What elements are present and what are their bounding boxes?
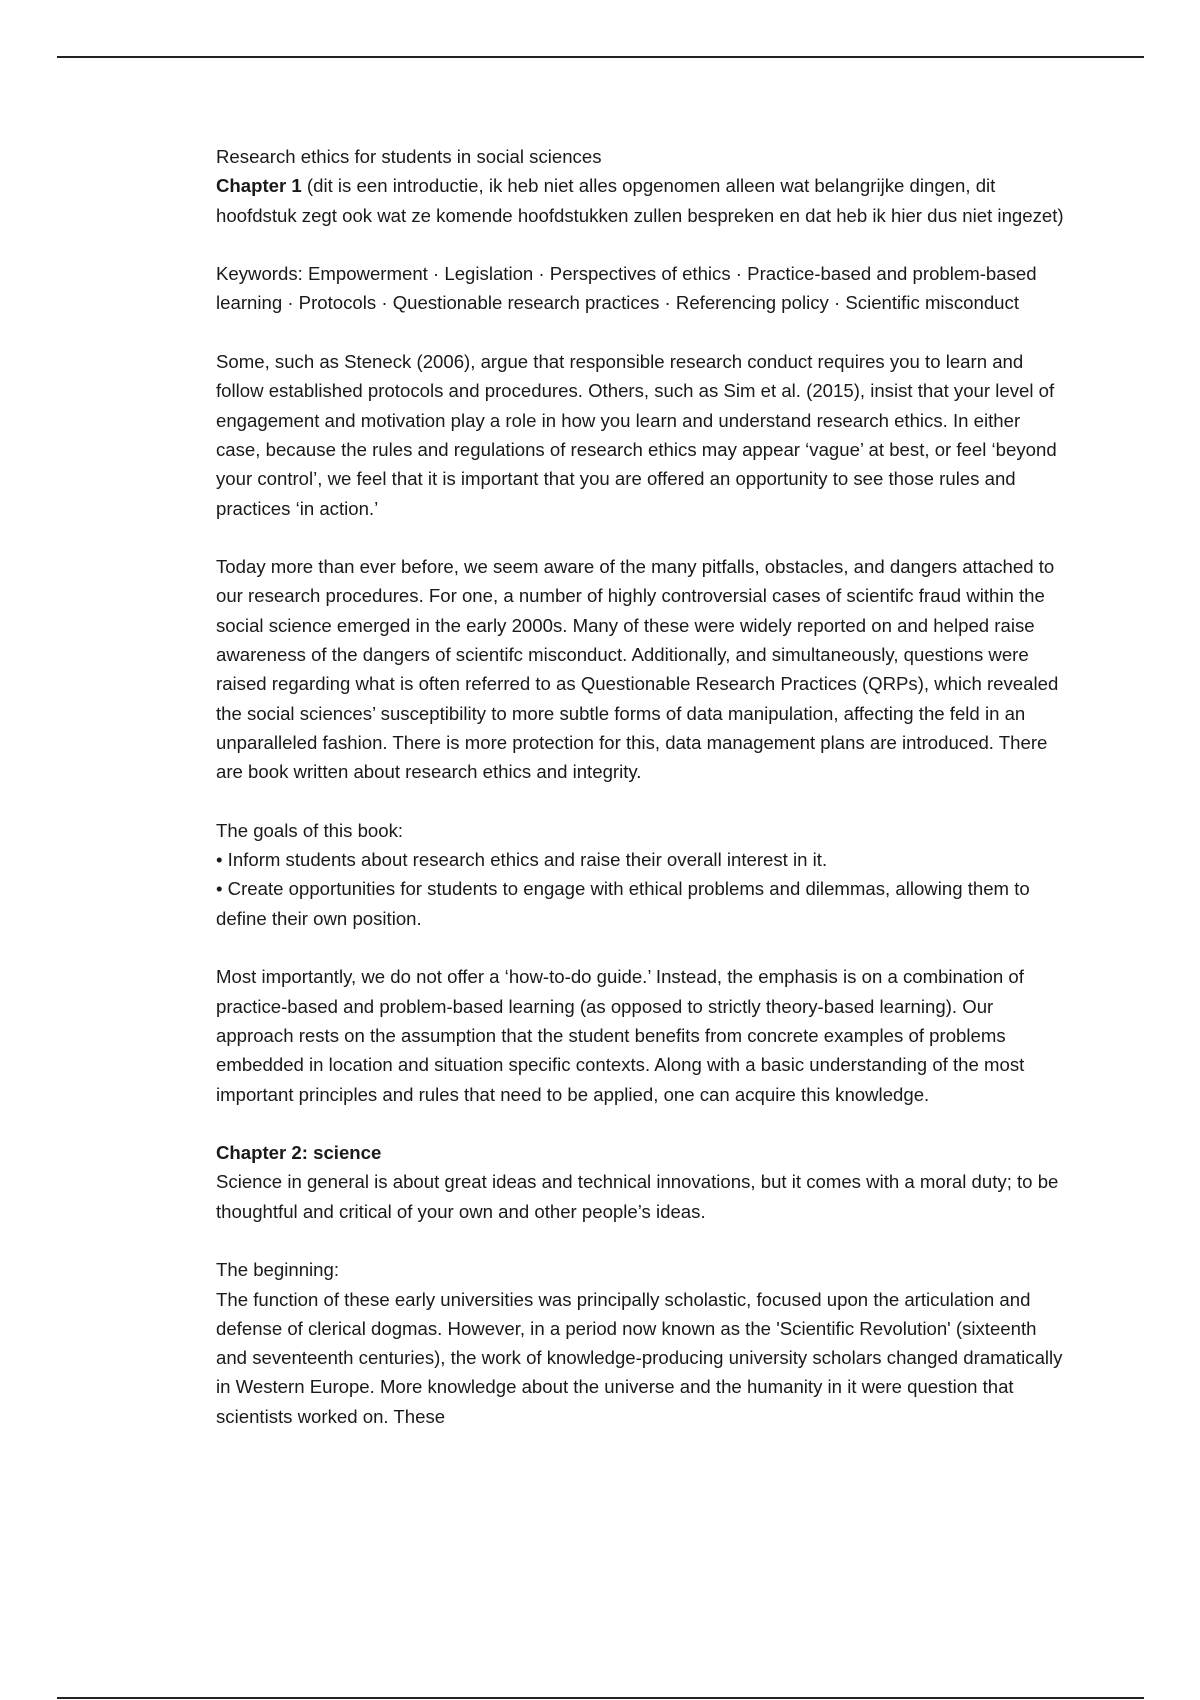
document-body [216,142,1066,1431]
goal-item: • Inform students about research ethics and raise their overall interest in it. [216,849,828,871]
header-rule [57,56,1144,58]
chapter1-paragraph-1: Some, such as Steneck (2006), argue that responsible research conduct requires you to learn and follow established protocols and procedures. Others, such as Sim et al. (2015), insist that your level of engagement and motivation play a role in how you learn and understand research ethics. In either case, because the rules and regulations of research ethics may appear ‘vague’ at best, or feel ‘beyond your control’, we feel that it is important that you are offered an opportunity to see those rules and practices ‘in action.’ [216,351,1057,519]
chapter1-paragraph-2: Today more than ever before, we seem aware of the many pitfalls, obstacles, and dangers attached to our research procedures. For one, a number of highly controversial cases of scientifc fraud within the social science emerged in the early 2000s. Many of these were widely reported on and helped raise awareness of the dangers of scientifc misconduct. Additionally, and simultaneously, questions were raised regarding what is often referred to as Questionable Research Practices (QRPs), which revealed the social sciences’ susceptibility to more subtle forms of data manipulation, affecting the feld in an unparalleled fashion. There is more protection for this, data management plans are introduced. There are book written about research ethics and integrity. [216,556,1059,783]
keywords: Keywords: Empowerment · Legislation · Perspectives of ethics · Practice-based and problem-based learning · Protocols · Questionable research practices · Referencing policy · Scientific misconduct [216,263,1037,314]
beginning-heading: The beginning: [216,1259,340,1281]
chapter1-intro-note: (dit is een introductie, ik heb niet alles opgenomen alleen wat belangrijke dingen, dit hoofdstuk zegt ook wat ze komende hoofdstukken zullen bespreken en dat heb ik hier dus niet ingezet) [216,175,1064,226]
beginning-text: The function of these early universities was principally scholastic, focused upon the articulation and defense of clerical dogmas. However, in a period now known as the 'Scientific Revolution' (sixteenth and seventeenth centuries), the work of knowledge-producing university scholars changed dramatically in Western Europe. More knowledge about the universe and the humanity in it were question that scientists worked on. These [216,1288,1063,1427]
chapter2-intro: Science in general is about great ideas and technical innovations, but it comes with a moral duty; to be thoughtful and critical of your own and other people’s ideas. [216,1171,1059,1222]
chapter1-heading-line [216,171,1066,230]
goal-item: • Create opportunities for students to engage with ethical problems and dilemmas, allowing them to define their own position. [216,878,1030,929]
goals-heading: The goals of this book: [216,819,404,841]
document-title: Research ethics for students in social sciences [216,146,602,167]
footer-rule [57,1697,1144,1699]
chapter1-paragraph-3: Most importantly, we do not offer a ‘how-to-do guide.’ Instead, the emphasis is on a combination of practice-based and problem-based learning (as opposed to strictly theory-based learning). Our approach rests on the assumption that the student benefits from concrete examples of problems embedded in location and situation specific contexts. Along with a basic understanding of the most important principles and rules that need to be applied, one can acquire this knowledge. [216,966,1025,1105]
chapter1-heading: Chapter 1 [216,175,302,197]
goals-list [216,845,1066,933]
chapter2-heading: Chapter 2: science [216,1142,382,1164]
